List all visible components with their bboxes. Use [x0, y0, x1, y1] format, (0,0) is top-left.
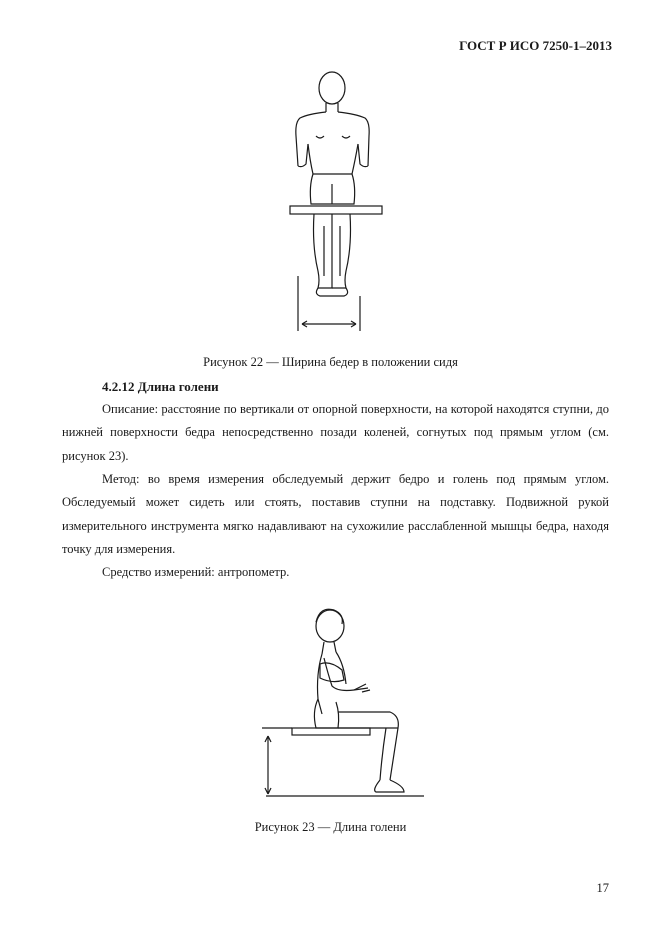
- document-code-header: ГОСТ Р ИСО 7250-1–2013: [459, 38, 612, 53]
- instrument-paragraph: Средство измерений: антропометр.: [102, 565, 290, 579]
- figure-23-lower-leg-length-illustration: [258, 604, 428, 800]
- description-paragraph: Описание: расстояние по вертикали от опорной поверхности, на которой находятся ступни, до нижней поверхности бедра непосредственно позади коленей, согнутых под прямым углом (см. рисунок 23).: [62, 402, 609, 463]
- section-heading: 4.2.12 Длина голени: [102, 379, 219, 394]
- method-paragraph: Метод: во время измерения обследуемый держит бедро и голень под прямым углом. Обследуемый может сидеть или стоять, поставив ступни на подставку. Подвижной рукой измерительного инструмента мягко надавливают на сухожилие расслабленной мышцы бедра, находя точку для измерения.: [62, 472, 609, 556]
- page-number: 17: [596, 881, 609, 895]
- figure-22-caption: Рисунок 22 — Ширина бедер в положении сидя: [203, 355, 458, 369]
- figure-22-seated-hip-breadth-illustration: [280, 66, 390, 336]
- figure-23-caption: Рисунок 23 — Длина голени: [254, 820, 407, 834]
